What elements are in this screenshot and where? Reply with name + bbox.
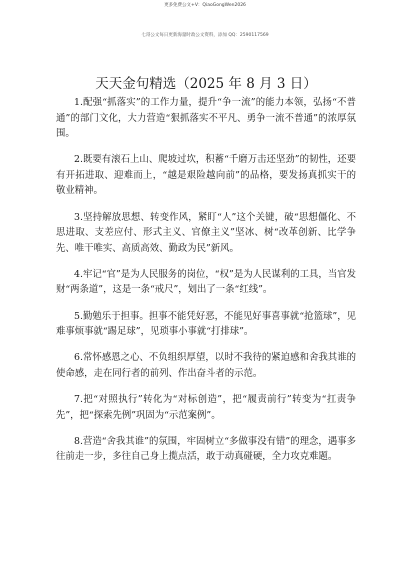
header-notice: 七哥公文每日更新海量时政公文资料，添加 QQ：2590117569 [141, 33, 269, 38]
paragraph-6: 6.常怀感恩之心、不负组织厚望，以时不我待的紧迫感和舍我其谁的使命感，走在同行者的前列、作出奋斗者的示范。 [56, 352, 356, 379]
paragraph-7: 7.把“对照执行”转化为“对标创造”，把“履责前行”转变为“扛责争先”，把“探索先例”巩固为“示范案例”。 [56, 393, 356, 421]
header-watermark: 更多免费公文+V：QiaoGongWen2026 [164, 3, 246, 8]
paragraph-1: 1.配强“抓落实”的工作力量，提升“争一流”的能力本领，弘扬“不普通”的部门文化，大力营造“狠抓落实不平凡、勇争一流不普通”的浓厚氛围。 [56, 97, 356, 140]
document-title: 天天金句精选（2025 年 8 月 3 日） [95, 76, 317, 92]
paragraph-4: 4.牢记“官”是为人民服务的岗位，“权”是为人民谋利的工具，当官发财“两条道”，这是一条“戒尺”，划出了一条“红线”。 [56, 268, 356, 296]
paragraph-8: 8.营造“舍我其谁”的氛围，牢固树立“多做事没有错”的理念，遇事多往前走一步，多往自己身上揽点活，敢于动真碰硬，全力攻克难题。 [56, 435, 356, 463]
paragraph-3: 3.坚持解放思想、转变作风，紧盯“人”这个关键，破“思想僵化、不思进取、支差应付、形式主义、官僚主义”坚冰、树“改革创新、比学争先、唯干唯实、高质高效、勤政为民”新风。 [56, 211, 356, 254]
paragraph-2: 2.既要有滚石上山、爬坡过坎，积蓄“千磨万击还坚劲”的韧性，还要有开拓进取、迎难而上，“越是艰险越向前”的品格，要发扬真抓实干的敬业精神。 [56, 154, 356, 197]
paragraph-5: 5.勤勉乐于担事。担事不能凭好恶，不能见好事喜事就“抢篮球”，见难事烦事就“踢足球”，见琐事小事就“打排球”。 [56, 310, 356, 338]
document-body [56, 76, 356, 475]
